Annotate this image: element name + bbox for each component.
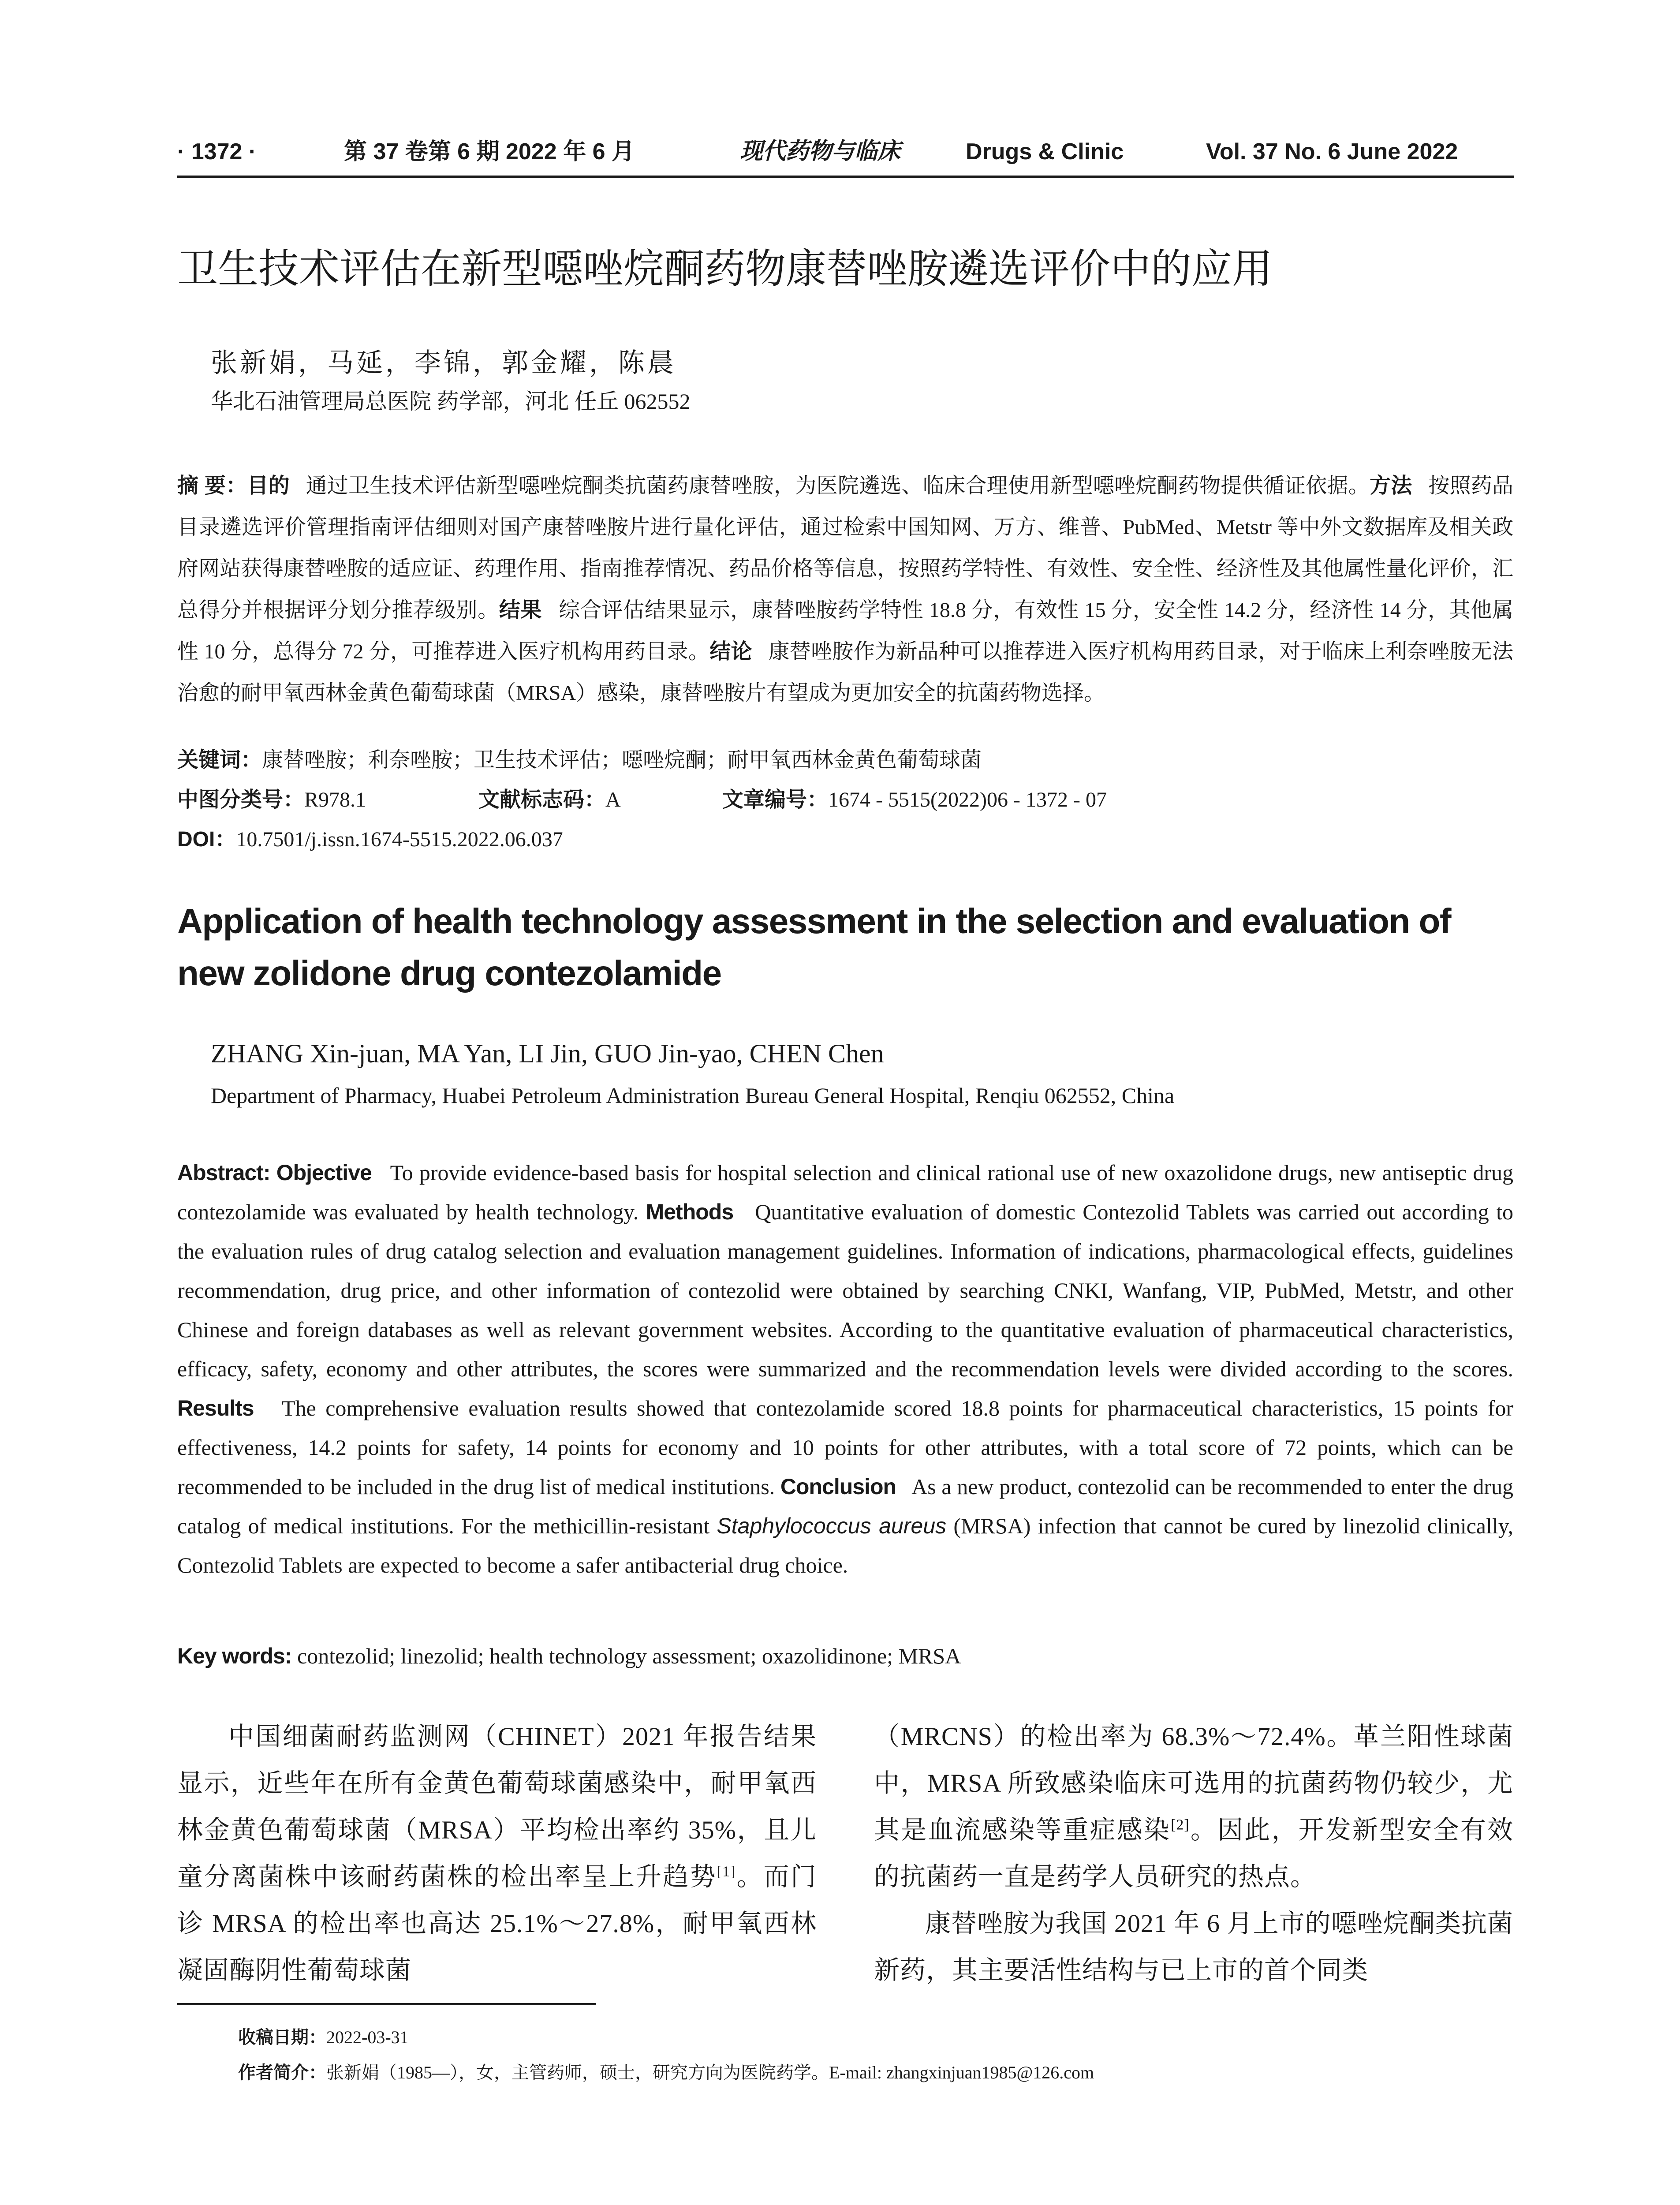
page-number: · 1372 · <box>177 139 257 164</box>
authors-cn: 张新娟，马延，李锦，郭金耀，陈晨 <box>211 348 676 377</box>
citation-2: [2] <box>1171 1816 1190 1833</box>
article-number: 1674 - 5515(2022)06 - 1372 - 07 <box>828 788 1107 811</box>
results-cn: 综合评估结果显示，康替唑胺药学特性 18.8 分，有效性 15 分，安全性 14.2 分，经济性 14 分，其他属性 10 分，总得分 72 分，可推荐进入医疗机构用药目录。 <box>177 598 1513 663</box>
conclusion-cn: 康替唑胺作为新品种可以推荐进入医疗机构用药目录，对于临床上利奈唑胺无法治愈的耐甲氧西林金黄色葡萄球菌（MRSA）感染，康替唑胺片有望成为更加安全的抗菌药物选择。 <box>177 640 1513 705</box>
methods-label-cn: 方法 <box>1369 474 1412 497</box>
article-title-en: Application of health technology assessment in the selection and evaluation of new zolidone drug contezolamide <box>177 901 1451 993</box>
objective-cn: 通过卫生技术评估新型噁唑烷酮类抗菌药康替唑胺，为医院遴选、临床合理使用新型噁唑烷酮药物提供循证依据。 <box>306 474 1370 497</box>
results-label-cn: 结果 <box>499 598 542 622</box>
keywords-cn-line <box>177 750 982 771</box>
doc-code-label: 文献标志码： <box>478 788 606 811</box>
abstract-label-cn: 摘 要： <box>177 474 247 497</box>
results-label-en: Results <box>177 1396 254 1420</box>
keywords-en: contezolid; linezolid; health technology assessment; oxazolidinone; MRSA <box>297 1644 961 1668</box>
doi-label: DOI： <box>177 828 236 851</box>
received-date: 2022-03-31 <box>326 2027 409 2047</box>
header-journal-cn: 现代药物与临床 <box>740 139 901 164</box>
author-bio: 张新娟（1985—），女，主管药师，硕士，研究方向为医院药学。E-mail: zhangxinjuan1985@126.com <box>326 2063 1094 2082</box>
body-column-left <box>177 1713 817 1994</box>
keywords-label-cn: 关键词： <box>177 748 262 772</box>
body-column-right <box>874 1713 1513 1994</box>
abstract-label-en: Abstract: <box>177 1160 270 1185</box>
affiliation-cn: 华北石油管理局总医院 药学部，河北 任丘 062552 <box>211 389 691 414</box>
doc-code-line <box>478 789 621 811</box>
keywords-en-line <box>177 1645 961 1667</box>
author-bio-label: 作者简介： <box>238 2063 326 2082</box>
clc-code: R978.1 <box>304 788 366 811</box>
clc-line <box>177 789 366 811</box>
methods-en: Quantitative evaluation of domestic Contezolid Tablets was carried out according to the evaluation rules of drug catalog selection and evaluation management guidelines. Information of indications, pharmacological effects, guidelines recommendation, drug price, and other information of contezolid were obtained by searching CNKI, Wanfang, VIP, PubMed, Metstr, and other Chinese and foreign databases as well as relevant government websites. According to the quantitative evaluation of pharmaceutical characteristics, efficacy, safety, economy and other attributes, the scores were summarized and the recommendation levels were divided according to the scores. <box>177 1200 1513 1381</box>
received-date-line <box>238 2029 409 2046</box>
keywords-cn: 康替唑胺；利奈唑胺；卫生技术评估；噁唑烷酮；耐甲氧西林金黄色葡萄球菌 <box>262 748 982 772</box>
doi-line <box>177 829 563 850</box>
author-bio-line <box>238 2064 1094 2082</box>
body-text: （MRCNS）的检出率为 68.3%～72.4%。革兰阳性球菌中，MRSA 所致感染临床可选用的抗菌药物仍较少，尤其是血流感染等重症感染 <box>874 1722 1513 1844</box>
clc-label: 中图分类号： <box>177 788 305 811</box>
received-label: 收稿日期： <box>238 2028 326 2047</box>
keywords-label-en: Key words: <box>177 1644 292 1668</box>
header-journal-en: Drugs & Clinic <box>966 139 1124 164</box>
abstract-en <box>177 1153 1513 1585</box>
doc-code: A <box>605 788 621 811</box>
doi-value: 10.7501/j.issn.1674-5515.2022.06.037 <box>236 828 563 851</box>
results-en: The comprehensive evaluation results showed that contezolamide scored 18.8 points for pharmaceutical characteristics, 15 points for effectiveness, 14.2 points for safety, 14 points for economy and 10 points for other attributes, with a total score of 72 points, which can be recommended to be included in the drug list of medical institutions. <box>177 1396 1513 1499</box>
body-text: 中国细菌耐药监测网（CHINET）2021 年报告结果显示，近些年在所有金黄色葡萄球菌感染中，耐甲氧西林金黄色葡萄球菌（MRSA）平均检出率约 35%，且儿童分离菌株中该耐药菌株的检出率呈上升趋势 <box>177 1722 817 1891</box>
authors-en: ZHANG Xin-juan, MA Yan, LI Jin, GUO Jin-yao, CHEN Chen <box>211 1039 884 1068</box>
objective-label-cn: 目的 <box>247 474 290 497</box>
conclusion-label-en: Conclusion <box>780 1474 896 1499</box>
article-title-cn: 卫生技术评估在新型噁唑烷酮药物康替唑胺遴选评价中的应用 <box>177 247 1273 292</box>
abstract-cn <box>177 465 1513 714</box>
body-paragraph: 康替唑胺为我国 2021 年 6 月上市的噁唑烷酮类抗菌新药，其主要活性结构与已上市的首个同类 <box>874 1909 1513 1984</box>
conclusion-en-a: As a new product, contezolid can be recommended to enter the drug catalog of medical institutions. For the methicillin-resistant <box>177 1474 1513 1538</box>
article-number-line <box>722 789 1107 811</box>
article-number-label: 文章编号： <box>722 788 829 811</box>
body-text: 。因此，开发新型安全有效的抗菌药一直是药学人员研究的热点。 <box>874 1816 1513 1891</box>
affiliation-en: Department of Pharmacy, Huabei Petroleum Administration Bureau General Hospital, Renqiu 062552, China <box>211 1083 1175 1108</box>
methods-cn: 按照药品目录遴选评价管理指南评估细则对国产康替唑胺片进行量化评估，通过检索中国知网、万方、维普、PubMed、Metstr 等中外文数据库及相关政府网站获得康替唑胺的适应证、药理作用、指南推荐情况、药品价格等信息，按照药学特性、有效性、安全性、经济性及其他属性量化评价，汇总得分并根据评分划分推荐级别。 <box>177 474 1513 622</box>
body-paragraph <box>874 1713 1513 1900</box>
header-issue-cn: 第 37 卷第 6 期 2022 年 6 月 <box>344 139 635 164</box>
body-text: 。而门诊 MRSA 的检出率也高达 25.1%～27.8%，耐甲氧西林凝固酶阴性葡萄球菌 <box>177 1862 817 1984</box>
header-volume-en: Vol. 37 No. 6 June 2022 <box>1206 139 1458 164</box>
conclusion-en-b: (MRSA) infection that cannot be cured by linezolid clinically, Contezolid Tablets are expected to become a safer antibacterial drug choice. <box>177 1514 1514 1577</box>
conclusion-label-cn: 结论 <box>709 640 752 663</box>
objective-label-en: Objective <box>276 1160 372 1185</box>
objective-en: To provide evidence-based basis for hospital selection and clinical rational use of new oxazolidone drugs, new antiseptic drug contezolamide was evaluated by health technology. <box>177 1160 1513 1224</box>
footnote-rule <box>177 2003 596 2005</box>
methods-label-en: Methods <box>646 1200 734 1224</box>
header-rule <box>177 176 1514 178</box>
species-name: Staphylococcus aureus <box>717 1514 947 1538</box>
citation-1: [1] <box>717 1863 736 1880</box>
body-paragraph <box>177 1713 817 1994</box>
